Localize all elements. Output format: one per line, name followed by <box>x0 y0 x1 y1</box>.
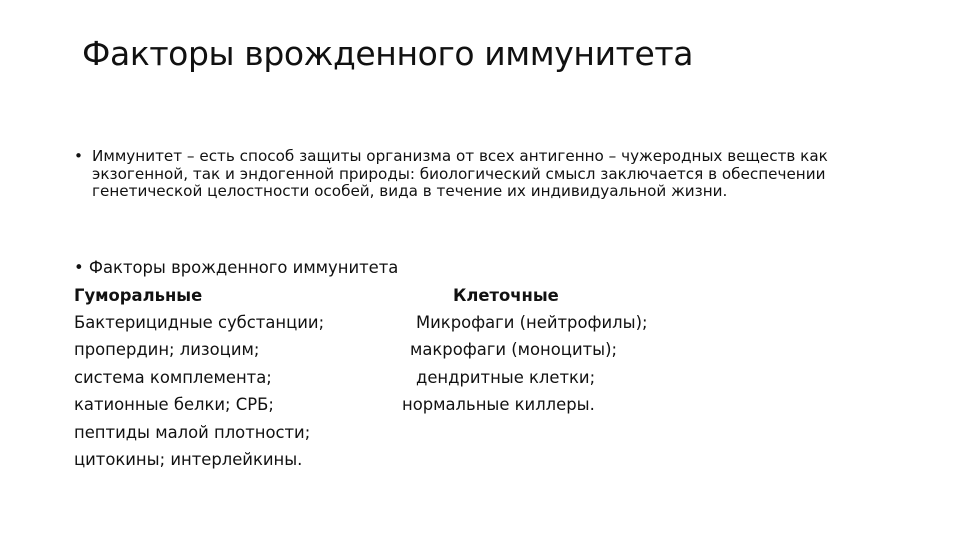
humoral-item: система комплемента; <box>74 368 272 387</box>
cellular-item: Микрофаги (нейтрофилы); <box>416 313 648 332</box>
bullet-icon: • <box>74 258 84 277</box>
humoral-item: пептиды малой плотности; <box>74 423 311 442</box>
humoral-item: пропердин; лизоцим; <box>74 340 260 359</box>
cellular-item: дендритные клетки; <box>416 368 596 387</box>
bullet-icon: • <box>74 147 83 165</box>
humoral-item: цитокины; интерлейкины. <box>74 450 303 469</box>
factors-heading: Факторы врожденного иммунитета <box>88 258 399 277</box>
humoral-item: катионные белки; СРБ; <box>74 395 274 414</box>
cellular-heading: Клеточные <box>453 286 559 305</box>
humoral-item: Бактерицидные субстанции; <box>74 313 325 332</box>
cellular-item: макрофаги (моноциты); <box>410 340 618 359</box>
cellular-item: нормальные киллеры. <box>402 395 595 414</box>
humoral-heading: Гуморальные <box>74 286 203 305</box>
definition-text: Иммунитет – есть способ защиты организма от всех антигенно – чужеродных веществ как экзогенной, так и эндогенной природы: биологический смысл заключается в обеспечении генетической целостности особей, вида в течение их индивидуальной жизни. <box>92 147 828 200</box>
definition-paragraph <box>74 148 874 201</box>
slide-title: Факторы врожденного иммунитета <box>82 34 694 73</box>
factors-heading-line <box>74 258 398 277</box>
